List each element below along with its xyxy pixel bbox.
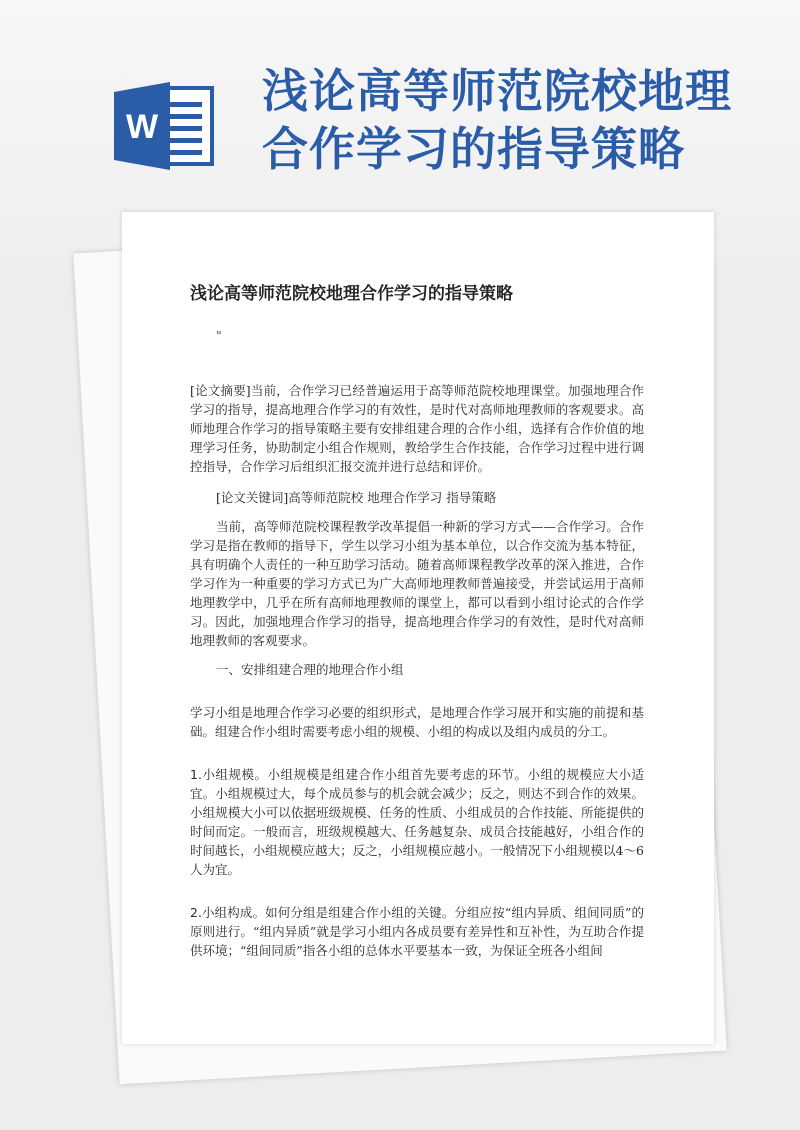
document-page — [122, 212, 714, 1044]
document-title: 浅论高等师范院校地理合作学习的指导策略 — [190, 284, 513, 304]
title-line-1: 浅论高等师范院校地理 — [262, 64, 732, 118]
section-heading: 一、安排组建合理的地理合作小组 — [216, 662, 404, 677]
item-text: 小组规模。小组规模是组建合作小组首先要考虑的环节。小组的规模应大小适宜。小组规模过大，每个成员参与的机会就会减少；反之，则达不到合作的效果。小组规模大小可以依据班级规模、任务的性质、小组成员的合作技能、所能提供的时间而定。一般而言，班级规模越大、任务越复杂、成员合技能越好，小组合作的时间越长，小组规模应越大；反之，小组规模应越小。一般情况下小组规模以4～6人为宜。 — [190, 767, 644, 877]
page-title — [262, 62, 782, 178]
section-paragraph: 学习小组是地理合作学习必要的组织形式，是地理合作学习展开和实施的前提和基础。组建合作小组时需要考虑小组的规模、小组的构成以及组内成员的分工。 — [190, 705, 644, 739]
list-item — [190, 903, 644, 960]
item-number: 2. — [190, 905, 202, 920]
intro-paragraph: 当前，高等师范院校课程教学改革提倡一种新的学习方式——合作学习。合作学习是指在教师的指导下，学生以学习小组为基本单位，以合作交流为基本特征，具有明确个人责任的一种互助学习活动。随着高师课程教学改革的深入推进，合作学习作为一种重要的学习方式已为广大高师地理教师普遍接受，并尝试运用于高师地理教学中，几乎在所有高师地理教师的课堂上，都可以看到小组讨论式的合作学习。因此，加强地理合作学习的指导，提高地理合作学习的有效性，是时代对高师地理教师的客观要求。 — [190, 519, 644, 648]
list-item — [190, 765, 644, 879]
abstract-paragraph: [论文摘要]当前，合作学习已经普遍运用于高等师范院校地理课堂。加强地理合作学习的指导，提高地理合作学习的有效性，是时代对高师地理教师的客观要求。高师地理合作学习的指导策略主要有安排组建合理的合作小组，选择有合作价值的地理学习任务，协助制定小组合作规则，教给学生合作技能，合作学习过程中进行调控指导，合作学习后组织汇报交流并进行总结和评价。 — [190, 383, 644, 474]
item-number: 1. — [190, 767, 202, 782]
title-line-2: 合作学习的指导策略 — [262, 122, 685, 176]
logo-letter: W — [125, 108, 159, 146]
quote-mark: " — [216, 328, 222, 343]
keywords-line: [论文关键词]高等师范院校 地理合作学习 指导策略 — [216, 490, 497, 505]
item-text: 小组构成。如何分组是组建合作小组的关键。分组应按“组内异质、组间同质”的原则进行。“组内异质”就是学习小组内各成员要有差异性和互补性，为互助合作提供环境；“组间同质”指各小组的总体水平要基本一致，为保证全班各小组间 — [190, 905, 644, 958]
word-document-icon — [112, 78, 218, 174]
document-body — [190, 282, 644, 960]
